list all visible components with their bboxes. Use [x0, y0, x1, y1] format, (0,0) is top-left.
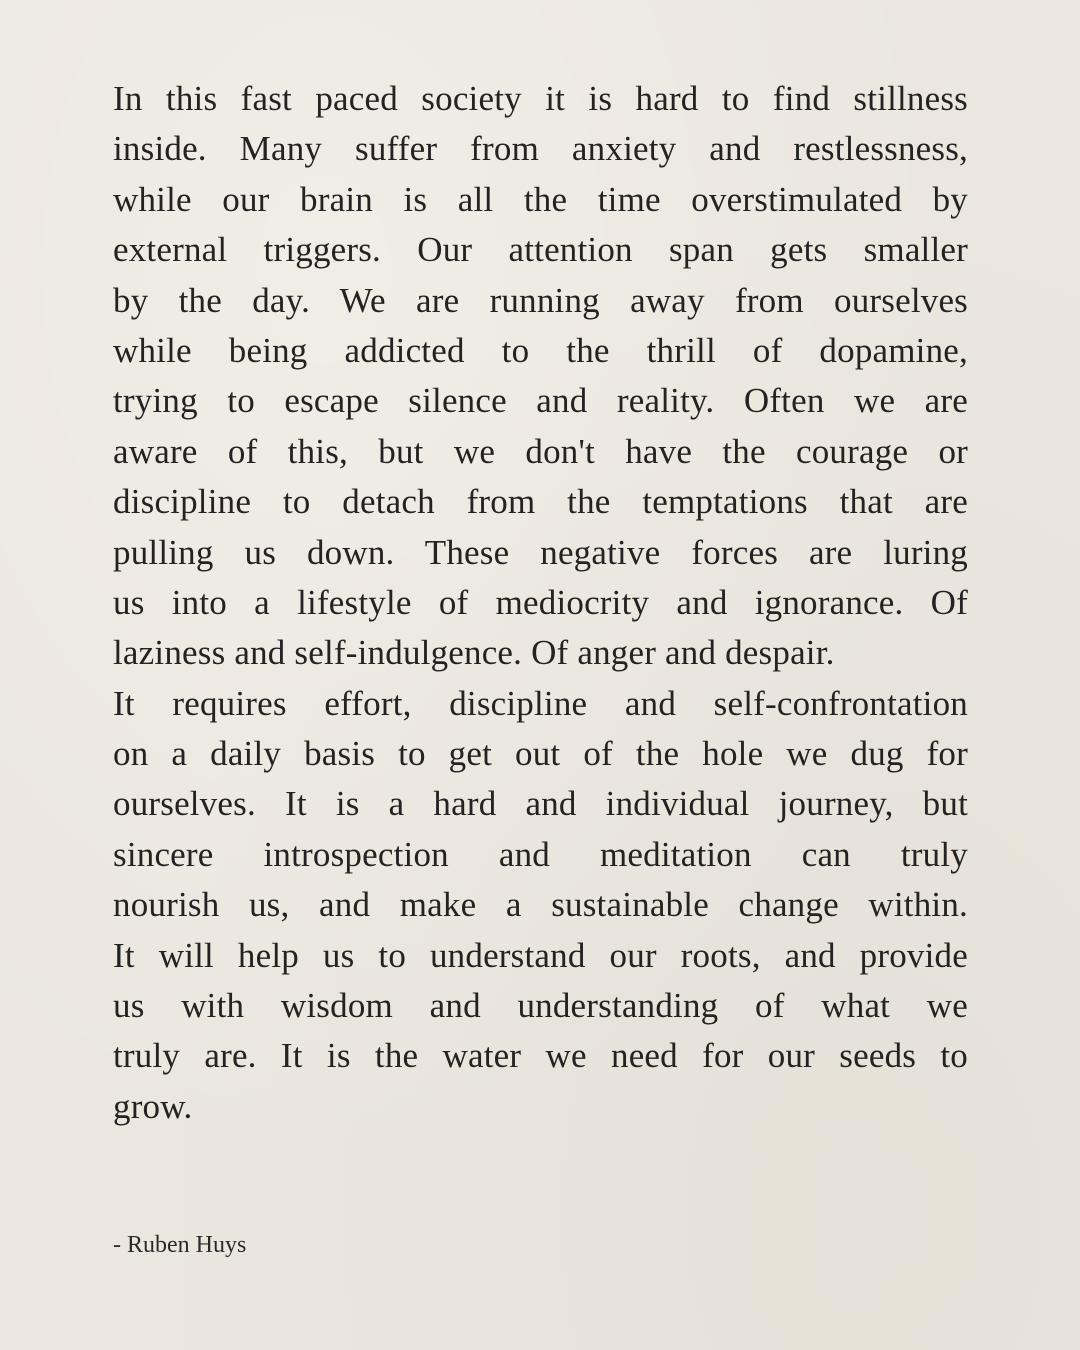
passage-line: inside. Many suffer from anxiety and restlessness,	[113, 129, 968, 169]
passage-line: It will help us to understand our roots, and provide	[113, 935, 968, 975]
passage-line: aware of this, but we don't have the courage or	[113, 431, 968, 471]
author-attribution: - Ruben Huys	[113, 1232, 247, 1258]
passage-line: grow.	[113, 1086, 193, 1126]
quote-passage	[113, 74, 968, 1132]
passage-line: while our brain is all the time overstimulated by	[113, 179, 968, 219]
passage-line: trying to escape silence and reality. Often we are	[113, 381, 968, 421]
passage-line: on a daily basis to get out of the hole we dug for	[113, 734, 968, 774]
passage-line: sincere introspection and meditation can truly	[113, 834, 968, 874]
passage-line: us into a lifestyle of mediocrity and ignorance. Of	[113, 582, 968, 622]
passage-line: In this fast paced society it is hard to find stillness	[113, 79, 968, 118]
passage-line: us with wisdom and understanding of what we	[113, 986, 968, 1026]
passage-line: laziness and self-indulgence. Of anger and despair.	[113, 633, 835, 673]
passage-line: external triggers. Our attention span gets smaller	[113, 230, 968, 270]
passage-line: pulling us down. These negative forces are luring	[113, 532, 968, 572]
passage-line: ourselves. It is a hard and individual journey, but	[113, 784, 968, 824]
passage-line: nourish us, and make a sustainable change within.	[113, 885, 968, 925]
passage-line: by the day. We are running away from ourselves	[113, 280, 968, 320]
passage-line: It requires effort, discipline and self-confrontation	[113, 683, 968, 723]
passage-line: truly are. It is the water we need for our seeds to	[113, 1036, 968, 1076]
passage-line: discipline to detach from the temptations that are	[113, 482, 968, 522]
passage-line: while being addicted to the thrill of dopamine,	[113, 330, 968, 370]
